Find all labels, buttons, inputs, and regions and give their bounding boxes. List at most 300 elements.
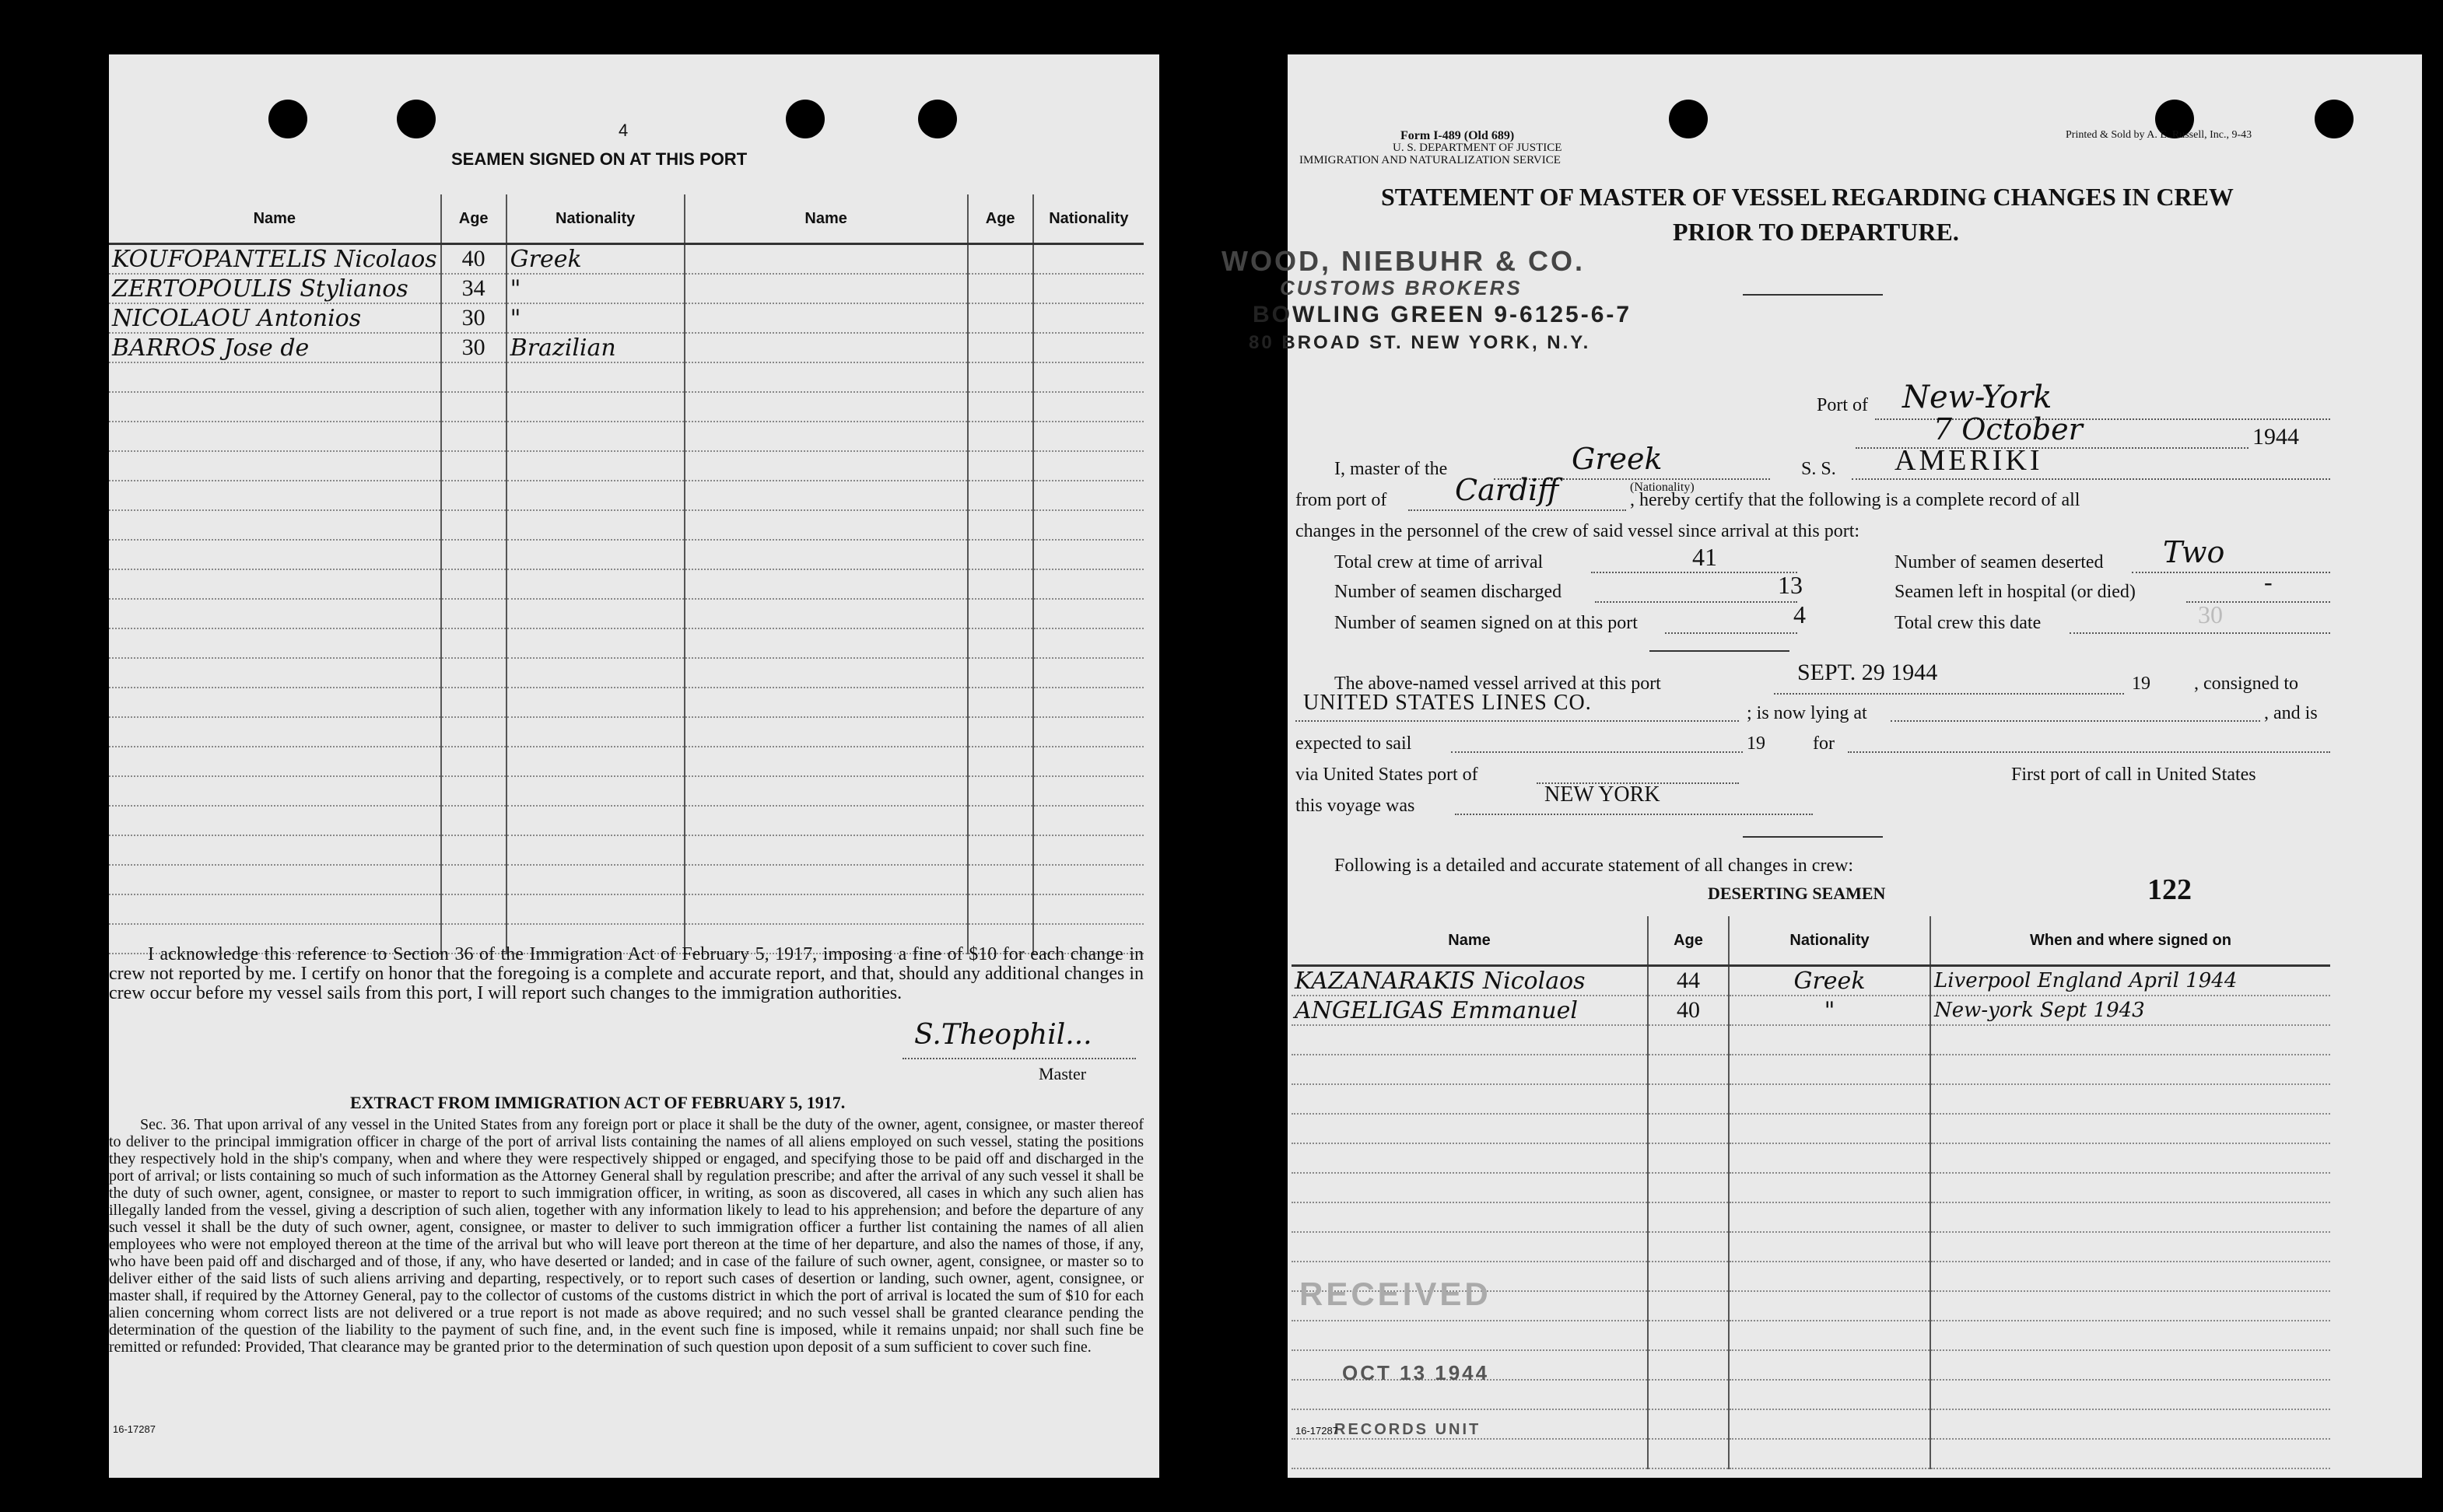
cell-age	[441, 599, 506, 628]
cell-age: 40	[1648, 996, 1729, 1025]
cell-when_where	[1930, 1114, 2330, 1143]
received-date: OCT 13 1944	[1342, 1361, 1490, 1384]
cell-name2	[685, 392, 968, 422]
cell-when_where	[1930, 1173, 2330, 1202]
cell-age2	[968, 481, 1033, 510]
cell-age	[1648, 1114, 1729, 1143]
cell-age: 30	[441, 333, 506, 362]
cell-age: 30	[441, 303, 506, 333]
cell-when_where	[1930, 1409, 2330, 1439]
broker-stamp-line1: WOOD, NIEBUHR & CO.	[1222, 245, 1585, 277]
cell-nationality	[506, 422, 685, 451]
changes-text: changes in the personnel of the crew of said vessel since arrival at this port:	[1295, 521, 1860, 541]
voyage-value: NEW YORK	[1544, 782, 1660, 807]
cell-nationality: Brazilian	[506, 333, 685, 362]
cell-age	[441, 540, 506, 569]
cell-nationality: "	[1729, 996, 1930, 1025]
cell-nationality	[1729, 1114, 1930, 1143]
arrived-label: The above-named vessel arrived at this port	[1334, 674, 1661, 694]
received-stamp: RECEIVED	[1299, 1276, 1491, 1312]
cell-nationality	[1729, 1439, 1930, 1468]
cell-nationality	[506, 628, 685, 658]
cell-when_where	[1930, 1232, 2330, 1262]
cell-name	[109, 776, 441, 806]
cell-name2	[685, 806, 968, 835]
cell-nationality	[506, 835, 685, 865]
deserting-heading: DESERTING SEAMEN	[1708, 884, 1886, 903]
cell-nationality	[506, 392, 685, 422]
extract-text: Sec. 36. That upon arrival of any vessel in the United States from any foreign port or place it shall be the duty of the owner, agent, consignee, or master thereof to deliver to the principal immigration officer in charge of the port of arrival lists containing the names of all aliens employed on such vessel, stating the positions they respectively hold in the ship's company, when and where they were respectively shipped or engaged, and specifying those to be paid off and discharged in the port of arrival; or lists containing so much of such information as the Attorney General shall by regulation prescribe; and after the arrival of any such vessel it shall be the duty of such owner, agent, consignee, or master to report to such immigration officer, in writing, as soon as discovered, all cases in which any such alien has illegally landed from the vessel, giving a description of such alien, together with any information likely to lead to his apprehension; and before the departure of any such vessel it shall be the duty of such owner, agent, consignee, or master to deliver to such immigration officer a further list containing the names of all alien employees who were not employed thereon at the time of the arrival but who will leave port thereon at the time of her departure, and also the names of those, if any, who have been paid off and discharged and of those, if any, who have deserted or landed; and in case of the failure of such owner, agent, consignee, or master so to deliver either of the said lists of such aliens arriving and departing, respectively, or to report such cases of desertion or landing, such owner, agent, consignee, or master shall, if required by the Attorney General, pay to the collector of customs of the customs district in which the port of arrival is located the sum of $10 for each alien concerning whom correct lists are not delivered or a true report is not made as above required; and no such vessel shall be granted clearance pending the determination of the question of the liability to the payment of such fine, and, in the event such fine is imposed, while it remains unpaid; nor shall such fine be remitted or refunded: Provided, That clearance may be granted prior to the determination of such question upon deposit of a sum sufficient to cover such fine.	[109, 1116, 1144, 1356]
total-arrival-value: 41	[1692, 543, 1717, 571]
cell-age	[1648, 1084, 1729, 1114]
table-row	[1292, 1084, 2330, 1114]
cell-nationality	[1729, 1202, 1930, 1232]
cell-when_where	[1930, 1262, 2330, 1291]
cell-age: 34	[441, 274, 506, 303]
cell-age	[441, 510, 506, 540]
cell-nationality	[1729, 1380, 1930, 1409]
cell-name: NICOLAOU Antonios	[109, 303, 441, 333]
cell-name2	[685, 451, 968, 481]
col-name-2: Name	[685, 194, 968, 244]
right-form-code: 16-17287	[1295, 1425, 1338, 1437]
table-row	[109, 688, 1144, 717]
cell-name	[1292, 1321, 1648, 1350]
left-form-code: 16-17287	[113, 1423, 156, 1435]
cell-age	[1648, 1350, 1729, 1380]
table-row	[109, 865, 1144, 894]
cell-name	[1292, 1084, 1648, 1114]
cell-name	[109, 747, 441, 776]
table-row	[109, 481, 1144, 510]
hospital-value: -	[2264, 568, 2273, 596]
cell-nationality	[1729, 1232, 1930, 1262]
right-page	[1222, 54, 2422, 1478]
broker-stamp-line3: BOWLING GREEN 9-6125-6-7	[1253, 302, 1632, 327]
cell-age	[1648, 1409, 1729, 1439]
left-page	[109, 54, 1159, 1478]
cell-nat2	[1033, 717, 1144, 747]
cell-name	[109, 806, 441, 835]
port-label: Port of	[1817, 395, 1868, 415]
table-row	[109, 303, 1144, 333]
table-row	[109, 658, 1144, 688]
cell-nationality	[1729, 1025, 1930, 1055]
total-arrival-line	[1591, 572, 1797, 573]
cell-nat2	[1033, 658, 1144, 688]
cell-name	[1292, 1232, 1648, 1262]
table-row	[109, 894, 1144, 924]
cell-nationality: Greek	[506, 244, 685, 275]
master-of-label: I, master of the	[1334, 459, 1448, 479]
punch-hole	[397, 100, 436, 138]
col-age: Age	[1648, 916, 1729, 966]
cell-age2	[968, 451, 1033, 481]
cell-nationality	[506, 894, 685, 924]
cell-age	[441, 894, 506, 924]
ss-label: S. S.	[1801, 459, 1836, 479]
punch-hole	[268, 100, 307, 138]
table-row	[109, 569, 1144, 599]
signed-on-label: Number of seamen signed on at this port	[1334, 613, 1638, 633]
cell-nationality: "	[506, 303, 685, 333]
consigned-label: , consigned to	[2194, 674, 2298, 694]
cell-age	[441, 422, 506, 451]
voyage-label: this voyage was	[1295, 796, 1415, 816]
cell-nat2	[1033, 422, 1144, 451]
table-row	[109, 835, 1144, 865]
discharged-line	[1595, 601, 1797, 603]
cell-nat2	[1033, 628, 1144, 658]
cell-age2	[968, 244, 1033, 275]
cell-name2	[685, 333, 968, 362]
ship-name: AMERIKI	[1894, 444, 2043, 477]
cell-nat2	[1033, 776, 1144, 806]
for-line	[1848, 751, 2330, 753]
cell-name2	[685, 540, 968, 569]
cell-age2	[968, 628, 1033, 658]
from-port-label: from port of	[1295, 490, 1387, 510]
broker-stamp-line2: CUSTOMS BROKERS	[1280, 276, 1523, 299]
cell-age	[441, 628, 506, 658]
discharged-value: 13	[1778, 571, 1803, 599]
nationality-caption: (Nationality)	[1630, 481, 1695, 494]
cell-name	[1292, 1439, 1648, 1468]
cell-when_where: New-york Sept 1943	[1930, 996, 2330, 1025]
cell-nationality	[506, 717, 685, 747]
table-row	[109, 392, 1144, 422]
cell-name2	[685, 688, 968, 717]
table-row	[109, 540, 1144, 569]
cell-name	[109, 865, 441, 894]
cell-nationality	[1729, 1409, 1930, 1439]
following-text: Following is a detailed and accurate statement of all changes in crew:	[1334, 856, 1854, 876]
cell-nationality	[506, 776, 685, 806]
arrived-value: SEPT. 29 1944	[1797, 660, 1938, 685]
col-nationality-2: Nationality	[1033, 194, 1144, 244]
voyage-line	[1455, 814, 1813, 815]
cell-nat2	[1033, 303, 1144, 333]
form-title-line2: PRIOR TO DEPARTURE.	[1673, 218, 1959, 246]
cell-nationality: "	[506, 274, 685, 303]
cell-name	[109, 894, 441, 924]
cell-nationality	[1729, 1291, 1930, 1321]
cell-name	[109, 835, 441, 865]
table-row	[109, 422, 1144, 451]
cell-age2	[968, 540, 1033, 569]
cell-age	[441, 569, 506, 599]
left-heading: SEAMEN SIGNED ON AT THIS PORT	[451, 149, 748, 169]
cell-when_where	[1930, 1055, 2330, 1084]
cell-age	[441, 481, 506, 510]
cell-name	[1292, 1114, 1648, 1143]
cell-name	[1292, 1202, 1648, 1232]
table-row	[1292, 1439, 2330, 1468]
cell-nat2	[1033, 835, 1144, 865]
cell-age	[441, 806, 506, 835]
certify-text: , hereby certify that the following is a complete record of all	[1630, 490, 2080, 510]
cell-nat2	[1033, 392, 1144, 422]
cell-nat2	[1033, 274, 1144, 303]
col-nationality: Nationality	[506, 194, 685, 244]
cell-nat2	[1033, 865, 1144, 894]
table-row	[109, 333, 1144, 362]
table-row	[1292, 1025, 2330, 1055]
short-rule-2	[1649, 650, 1789, 652]
table-row	[1292, 966, 2330, 996]
cell-name2	[685, 303, 968, 333]
table-row	[1292, 1202, 2330, 1232]
deserted-line	[2132, 572, 2330, 573]
cell-age2	[968, 510, 1033, 540]
signed-on-value: 4	[1793, 600, 1806, 628]
cell-age	[1648, 1439, 1729, 1468]
cell-when_where	[1930, 1291, 2330, 1321]
cell-age	[1648, 1262, 1729, 1291]
cell-nat2	[1033, 510, 1144, 540]
table-row	[109, 244, 1144, 275]
ship-line	[1852, 478, 2330, 480]
short-rule-3	[1743, 836, 1883, 838]
cell-age	[441, 451, 506, 481]
and-is-label: , and is	[2264, 703, 2318, 723]
lying-label: ; is now lying at	[1747, 703, 1867, 723]
table-row	[109, 274, 1144, 303]
cell-name	[109, 658, 441, 688]
cell-name	[109, 362, 441, 392]
cell-when_where	[1930, 1025, 2330, 1055]
cell-when_where	[1930, 1439, 2330, 1468]
cell-nat2	[1033, 451, 1144, 481]
cell-age2	[968, 776, 1033, 806]
cell-age	[1648, 1291, 1729, 1321]
cell-name	[109, 392, 441, 422]
cell-nationality: Greek	[1729, 966, 1930, 996]
nineteen-1: 19	[2132, 674, 2150, 694]
master-label: Master	[1039, 1064, 1087, 1083]
cell-nat2	[1033, 362, 1144, 392]
cell-name	[109, 717, 441, 747]
table-row	[109, 510, 1144, 540]
deserting-number: 122	[2147, 873, 2192, 906]
cell-age	[441, 392, 506, 422]
discharged-label: Number of seamen discharged	[1334, 582, 1562, 602]
cell-age2	[968, 303, 1033, 333]
lying-line	[1891, 720, 2260, 722]
cell-nat2	[1033, 599, 1144, 628]
cell-age	[441, 747, 506, 776]
col-name: Name	[109, 194, 441, 244]
form-title-line1: STATEMENT OF MASTER OF VESSEL REGARDING CHANGES IN CREW	[1381, 183, 2234, 211]
cell-name	[109, 569, 441, 599]
col-when-where: When and where signed on	[1930, 916, 2330, 966]
cell-nationality	[506, 599, 685, 628]
table-row	[109, 599, 1144, 628]
cell-nationality	[506, 747, 685, 776]
from-port-line	[1408, 509, 1626, 511]
short-rule	[1743, 294, 1883, 296]
cell-nationality	[1729, 1321, 1930, 1350]
table-row	[1292, 1055, 2330, 1084]
deserted-label: Number of seamen deserted	[1894, 552, 2104, 572]
cell-age2	[968, 894, 1033, 924]
cell-age	[441, 362, 506, 392]
year-value: 1944	[2252, 424, 2299, 450]
via-label: via United States port of	[1295, 765, 1478, 785]
cell-name	[109, 510, 441, 540]
cell-when_where: Liverpool England April 1944	[1930, 966, 2330, 996]
department: U. S. DEPARTMENT OF JUSTICE	[1393, 142, 1562, 154]
acknowledgement-text: I acknowledge this reference to Section 36 of the Immigration Act of February 5, 1917, imposing a fine of $10 for each change in crew not reported by me. I certify on honor that the foregoing is a complete and accurate report, and that, should any additional changes in crew occur before my vessel sails from this port, I will report such changes to the immigration authorities.	[109, 944, 1144, 1003]
table-row	[1292, 1143, 2330, 1173]
col-nationality: Nationality	[1729, 916, 1930, 966]
cell-name2	[685, 894, 968, 924]
expected-line	[1451, 751, 1743, 753]
cell-name2	[685, 481, 968, 510]
cell-name: ZERTOPOULIS Stylianos	[109, 274, 441, 303]
cell-age2	[968, 717, 1033, 747]
cell-name2	[685, 422, 968, 451]
cell-age2	[968, 835, 1033, 865]
nineteen-2: 19	[1747, 733, 1765, 754]
cell-age	[1648, 1025, 1729, 1055]
cell-nationality	[1729, 1173, 1930, 1202]
service: IMMIGRATION AND NATURALIZATION SERVICE	[1299, 154, 1561, 166]
form-number: Form I-489 (Old 689)	[1400, 129, 1515, 142]
cell-age	[441, 865, 506, 894]
cell-age	[1648, 1232, 1729, 1262]
for-label: for	[1813, 733, 1835, 754]
signed-on-table	[109, 194, 1144, 954]
cell-age	[441, 835, 506, 865]
cell-nat2	[1033, 894, 1144, 924]
cell-when_where	[1930, 1321, 2330, 1350]
cell-name	[109, 688, 441, 717]
cell-age	[441, 717, 506, 747]
table-row	[1292, 1232, 2330, 1262]
cell-name2	[685, 244, 968, 275]
cell-name2	[685, 510, 968, 540]
from-port-value: Cardiff	[1455, 473, 1559, 507]
cell-age2	[968, 806, 1033, 835]
table-row	[109, 717, 1144, 747]
cell-age	[1648, 1321, 1729, 1350]
total-today-label: Total crew this date	[1894, 613, 2042, 633]
cell-age	[441, 688, 506, 717]
cell-nationality	[506, 510, 685, 540]
cell-name2	[685, 717, 968, 747]
cell-name2	[685, 362, 968, 392]
table-row	[1292, 1114, 2330, 1143]
punch-hole	[1669, 100, 1708, 138]
cell-age	[1648, 1173, 1729, 1202]
cell-name: BARROS Jose de	[109, 333, 441, 362]
cell-nationality	[1729, 1350, 1930, 1380]
col-age-2: Age	[968, 194, 1033, 244]
consignee-line	[1295, 720, 1739, 722]
consignee-value: UNITED STATES LINES CO.	[1303, 691, 1592, 715]
cell-nationality	[506, 481, 685, 510]
table-row	[109, 747, 1144, 776]
cell-name2	[685, 658, 968, 688]
hospital-label: Seamen left in hospital (or died)	[1894, 582, 2136, 602]
cell-nationality	[506, 865, 685, 894]
cell-when_where	[1930, 1084, 2330, 1114]
cell-age	[1648, 1202, 1729, 1232]
cell-age	[441, 658, 506, 688]
cell-age2	[968, 599, 1033, 628]
cell-name: ANGELIGAS Emmanuel	[1292, 996, 1648, 1025]
signed-on-line	[1665, 632, 1797, 634]
cell-name2	[685, 599, 968, 628]
cell-nationality	[1729, 1084, 1930, 1114]
cell-name2	[685, 569, 968, 599]
deserted-value: Two	[2163, 535, 2225, 569]
arrived-line	[1774, 693, 2124, 695]
cell-name2	[685, 274, 968, 303]
cell-age2	[968, 422, 1033, 451]
cell-nat2	[1033, 481, 1144, 510]
cell-name2	[685, 747, 968, 776]
extract-heading: EXTRACT FROM IMMIGRATION ACT OF FEBRUARY 5, 1917.	[350, 1093, 846, 1112]
records-unit: RECORDS UNIT	[1334, 1421, 1481, 1438]
cell-name: KAZANARAKIS Nicolaos	[1292, 966, 1648, 996]
cell-name	[1292, 1055, 1648, 1084]
broker-stamp-line4: 80 BROAD ST. NEW YORK, N.Y.	[1249, 332, 1591, 353]
total-today-line	[2070, 632, 2330, 634]
cell-age	[441, 776, 506, 806]
cell-when_where	[1930, 1350, 2330, 1380]
cell-nat2	[1033, 244, 1144, 275]
expected-label: expected to sail	[1295, 733, 1412, 754]
cell-age2	[968, 865, 1033, 894]
cell-nat2	[1033, 747, 1144, 776]
cell-name2	[685, 776, 968, 806]
signature-line	[903, 1058, 1136, 1059]
total-arrival-label: Total crew at time of arrival	[1334, 552, 1544, 572]
cell-nationality	[506, 688, 685, 717]
table-row	[1292, 1173, 2330, 1202]
cell-age: 44	[1648, 966, 1729, 996]
punch-hole	[2315, 100, 2354, 138]
cell-nationality	[506, 362, 685, 392]
table-row	[1292, 1321, 2330, 1350]
cell-nat2	[1033, 333, 1144, 362]
cell-nat2	[1033, 540, 1144, 569]
col-age: Age	[441, 194, 506, 244]
cell-when_where	[1930, 1202, 2330, 1232]
cell-nationality	[1729, 1143, 1930, 1173]
cell-name2	[685, 835, 968, 865]
table-row	[109, 451, 1144, 481]
cell-name	[1292, 1173, 1648, 1202]
nationality-value: Greek	[1572, 442, 1663, 476]
cell-name	[1292, 1143, 1648, 1173]
cell-age: 40	[441, 244, 506, 275]
table-row	[109, 362, 1144, 392]
cell-age2	[968, 658, 1033, 688]
master-signature: S.Theophil...	[914, 1019, 1092, 1051]
cell-nationality	[506, 540, 685, 569]
cell-nat2	[1033, 569, 1144, 599]
cell-name	[1292, 1025, 1648, 1055]
cell-name	[109, 599, 441, 628]
cell-name	[109, 422, 441, 451]
deserting-table	[1292, 916, 2330, 1469]
cell-age2	[968, 569, 1033, 599]
punch-hole	[918, 100, 957, 138]
table-row	[109, 776, 1144, 806]
